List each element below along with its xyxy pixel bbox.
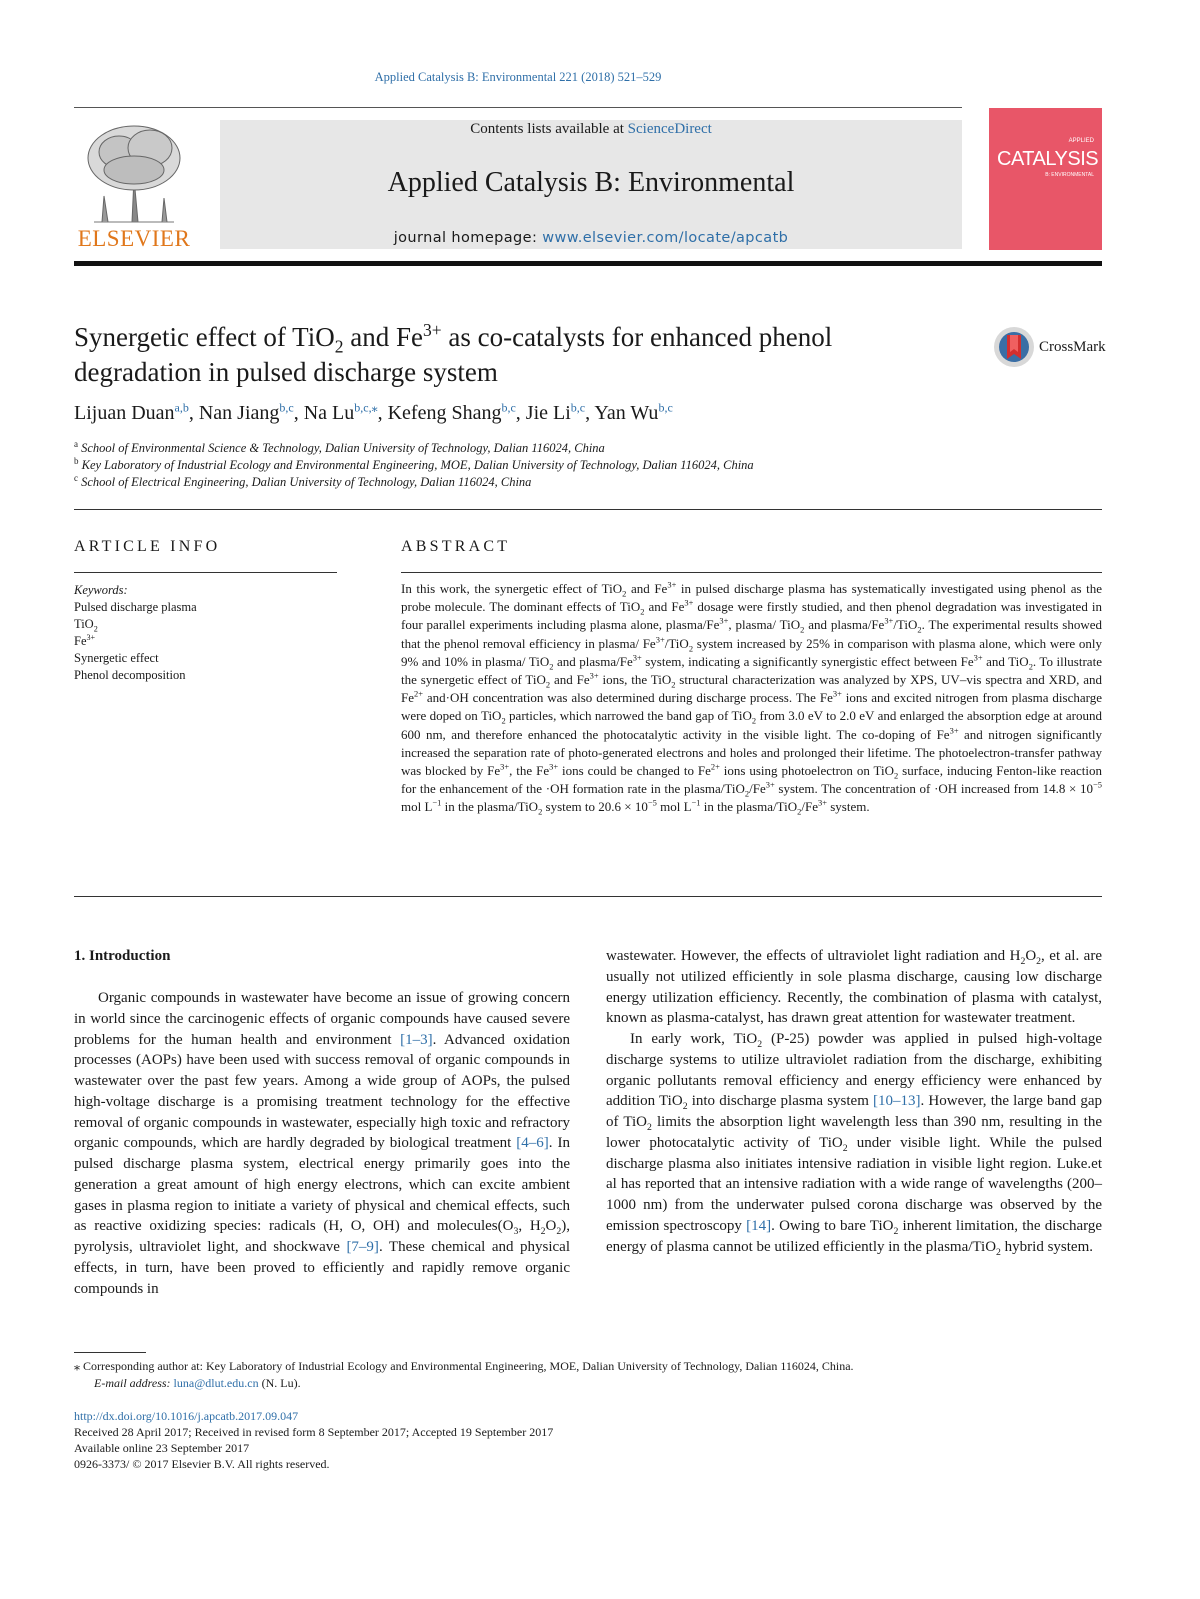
affiliation-b [74, 455, 754, 473]
article-info-rule [74, 572, 337, 573]
author-affiliation[interactable]: b,c [501, 400, 516, 415]
citation-link[interactable]: [4–6] [516, 1135, 549, 1152]
sciencedirect-link[interactable]: ScienceDirect [627, 121, 712, 137]
journal-reference[interactable]: Applied Catalysis B: Environmental 221 (2018) 521–529 [374, 70, 662, 84]
affiliation-text: School of Electrical Engineering, Dalian University of Technology, Dalian 116024, China [81, 475, 532, 489]
keywords-label: Keywords: [74, 583, 128, 597]
article-metadata [74, 1408, 553, 1472]
author-affiliation[interactable]: b,c [279, 400, 294, 415]
doi-link[interactable]: http://dx.doi.org/10.1016/j.apcatb.2017.09.047 [74, 1409, 299, 1423]
crossmark-badge[interactable] [993, 326, 1106, 373]
corresponding-text: Corresponding author at: Key Laboratory of Industrial Ecology and Environmental Engineering, MOE, Dalian University of Technology, Dalian 116024, China. [83, 1359, 854, 1373]
keywords-list [74, 582, 197, 684]
email-suffix: (N. Lu). [261, 1376, 301, 1390]
masthead-rule [74, 261, 1102, 266]
available-online: Available online 23 September 2017 [74, 1441, 250, 1455]
title-sub: 2 [334, 336, 344, 357]
affiliation-text: Key Laboratory of Industrial Ecology and Environmental Engineering, MOE, Dalian University of Technology, Dalian 116024, China [81, 458, 754, 472]
email-link[interactable]: luna@dlut.edu.cn [173, 1376, 259, 1390]
affiliation-text: School of Environmental Science & Technology, Dalian University of Technology, Dalian 116024, China [81, 441, 605, 455]
asterisk: ⁎ [74, 1359, 83, 1373]
citation-link[interactable]: [10–13] [873, 1093, 921, 1110]
section-heading: 1. Introduction [74, 948, 171, 964]
journal-title[interactable]: Applied Catalysis B: Environmental [387, 167, 795, 198]
crossmark-label: CrossMark [1039, 339, 1106, 355]
citation-link[interactable]: [14] [746, 1217, 772, 1234]
keyword-item[interactable]: $Fe^{3+}$ [74, 632, 96, 648]
elsevier-tree-icon [74, 118, 194, 226]
keyword-item[interactable]: TiO$_2$ [74, 617, 98, 634]
body-column-left [74, 988, 570, 1299]
elsevier-logo[interactable] [74, 118, 194, 252]
title-part: and Fe [343, 322, 423, 352]
affiliation-key: a [74, 438, 78, 449]
title-line-2: degradation in pulsed discharge system [74, 357, 498, 387]
section-divider [74, 896, 1102, 897]
keyword-item[interactable]: Phenol decomposition [74, 668, 186, 682]
author-name[interactable]: Kefeng Shang [387, 402, 502, 424]
cover-subtitle: B: ENVIRONMENTAL [1045, 172, 1094, 178]
author-name[interactable]: Yan Wu [594, 402, 659, 424]
homepage-line [220, 230, 962, 246]
article-info-heading: ARTICLE INFO [74, 538, 221, 555]
abstract-rule [401, 572, 1102, 573]
affiliation-key: c [74, 472, 78, 483]
crossmark-icon [993, 326, 1035, 368]
contents-prefix: Contents lists available at [470, 121, 624, 137]
author-name[interactable]: Jie Li [525, 402, 571, 424]
citation-link[interactable]: [1–3] [400, 1031, 433, 1048]
author-name[interactable]: Lijuan Duan [74, 402, 175, 424]
cover-title: CATALYSIS [997, 148, 1099, 170]
homepage-prefix: journal homepage: [393, 230, 538, 246]
cover-applied: APPLIED [1068, 138, 1094, 144]
contents-line [220, 120, 962, 138]
author-affiliation[interactable]: a,b [174, 400, 189, 415]
corresponding-line [74, 1358, 854, 1375]
title-sup: 3+ [422, 320, 442, 340]
author-name[interactable]: Nan Jiang [198, 402, 280, 424]
email-line [74, 1375, 854, 1392]
abstract-text: In this work, the synergetic effect of TiO$_2$ and $Fe^{3+}$ in pulsed discharge plasma has systematically investigated using phenol as the probe molecule. The dominant effects of TiO$_2$ and $Fe^{3+}$ dosage were firstly studied, and then phenol degradation was investigated in four parallel experiments including plasma alone, plasma/$Fe^{3+}$, plasma/ TiO$_2$ and plasma/$Fe^{3+}/TiO_2$. The experimental results showed that the phenol removal efficiency in plasma/ $Fe^{3+}/TiO_2$ system increased by 25% in comparison with plasma alone, which were only 9% and 10% in plasma/ TiO$_2$ and plasma/$Fe^{3+}$ system, indicating a significantly synergistic effect between $Fe^{3+}$ and TiO$_2$. To illustrate the synergetic effect of TiO$_2$ and $Fe^{3+}$ ions, the TiO$_2$ structural characterization was analyzed by XPS, UV–vis spectra and XRD, and $Fe^{2+}$ and·OH concentration was also determined during discharge process. The $Fe^{3+}$ ions and excited nitrogen from plasma discharge were doped on TiO$_2$ particles, which narrowed the band gap of TiO$_2$ from 3.0 eV to 2.0 eV and enlarged the absorption edge at around 600 nm, and therefore enhanced the photocatalytic activity in the visible light. The co-doping of $Fe^{3+}$ and nitrogen significantly increased the separation rate of photo-generated electrons and holes and prolonged their lifetime. The photoelectron-transfer pathway was blocked by $Fe^{3+}$, the $Fe^{3+}$ ions could be changed to $Fe^{2+}$ ions using photoelectron on TiO$_2$ surface, inducing Fenton-like reaction for the enhancement of the ·OH formation rate in the plasma/$TiO_2/Fe^{3+}$ system. The concentration of ·OH increased from $14.8 \times 10^{-5}$ mol $L^{-1}$ in the plasma/TiO$_2$ system to $20.6 \times 10^{-5}$ mol $L^{-1}$ in the plasma/$TiO_2/Fe^{3+}$ system. [401, 579, 1103, 818]
article-title [74, 320, 974, 390]
section-divider [74, 509, 1102, 510]
homepage-link[interactable]: www.elsevier.com/locate/apcatb [542, 230, 789, 246]
publisher-name: ELSEVIER [77, 226, 191, 251]
abstract-heading: ABSTRACT [401, 538, 511, 555]
paragraph: In early work, TiO$_2$ (P-25) powder was applied in pulsed high-voltage discharge systems to utilize ultraviolet radiation from the discharge, exhibiting organic pollutants removal efficiency and energy efficiency were enhanced by addition TiO$_2$ into discharge plasma system [10–13]. However, the large band gap of TiO$_2$ limits the absorption light wavelength less than 390 nm, resulting in the lower photocatalytic activity of TiO$_2$ under visible light. While the pulsed discharge plasma also initiates intensive radiation in visible light region. Luke.et al has reported that an intensive radiation with a wide range of wavelengths (200–1000 nm) from the underwater pulsed corona discharge was observed by the emission spectroscopy [14]. Owing to bare TiO$_2$ inherent limitation, the discharge energy of plasma cannot be utilized efficiently in the plasma/TiO$_2$ hybrid system. [606, 1031, 1102, 1258]
author-affiliation[interactable]: b,c [658, 400, 673, 415]
author-name[interactable]: Na Lu [303, 402, 355, 424]
paragraph: wastewater. However, the effects of ultraviolet light radiation and $H_2O_2$, et al. are usually not utilized efficiently in sole plasma discharge, causing low discharge energy utilization efficiency. Recently, the combination of plasma with catalyst, known as plasma-catalyst, has drawn great attention for wastewater treatment. [606, 948, 1102, 1027]
title-part: Synergetic effect of TiO [74, 322, 335, 352]
affiliation-key: b [74, 455, 79, 466]
author-affiliation[interactable]: b,c,⁎ [354, 400, 378, 415]
affiliation-a [74, 438, 605, 456]
author-affiliation[interactable]: b,c [570, 400, 586, 415]
journal-masthead [220, 120, 962, 249]
header-rule [74, 107, 962, 108]
keyword-item[interactable]: Pulsed discharge plasma [74, 600, 197, 614]
body-column-right [606, 946, 1102, 1257]
title-part: as co-catalysts for enhanced phenol [441, 322, 833, 352]
corresponding-footnote [74, 1358, 854, 1392]
affiliation-c [74, 472, 532, 490]
footnote-rule [74, 1352, 146, 1353]
copyright: 0926-3373/ © 2017 Elsevier B.V. All rights reserved. [74, 1457, 330, 1471]
keyword-item[interactable]: Synergetic effect [74, 651, 159, 665]
journal-cover-image[interactable] [989, 108, 1102, 250]
citation-link[interactable]: [7–9] [346, 1239, 379, 1255]
author-list: Lijuan Duan$^{a,b}$, Nan Jiang$^{b,c}$, Na $Lu^{b,c,⁎}$, Kefeng Shang$^{b,c}$, Jie Li$^{b,c}$, Yan Wu$^{b,c}$ [74, 400, 673, 424]
email-label: E-mail address: [94, 1376, 171, 1390]
paragraph: Organic compounds in wastewater have become an issue of growing concern in world since the carcinogenic effects of organic compounds have caused severe problems for the human health and environment [1–3]. Advanced oxidation processes (AOPs) have been used with success removal of organic compounds in wastewater over the past few years. Among a wide group of AOPs, the pulsed high-voltage discharge is a promising treatment technology for the effective removal of organic compounds in wastewater, especially high toxic and refractory organic compounds, which are hardly degraded by biological treatment [4–6]. In pulsed discharge plasma system, electrical energy primarily goes into the generation a great amount of high energy electrons, which can excite ambient gases in plasma region to initiate a variety of physical and chemical effects, such as reactive oxidizing species: radicals (H, O, OH) and $molecules(O_3$, $H_2O_2$), pyrolysis, ultraviolet light, and shockwave [7–9]. These chemical and physical effects, in turn, have been proved to efficiently and rapidly remove organic compounds in [74, 990, 571, 1297]
received-dates: Received 28 April 2017; Received in revised form 8 September 2017; Accepted 19 September 2017 [74, 1425, 554, 1439]
